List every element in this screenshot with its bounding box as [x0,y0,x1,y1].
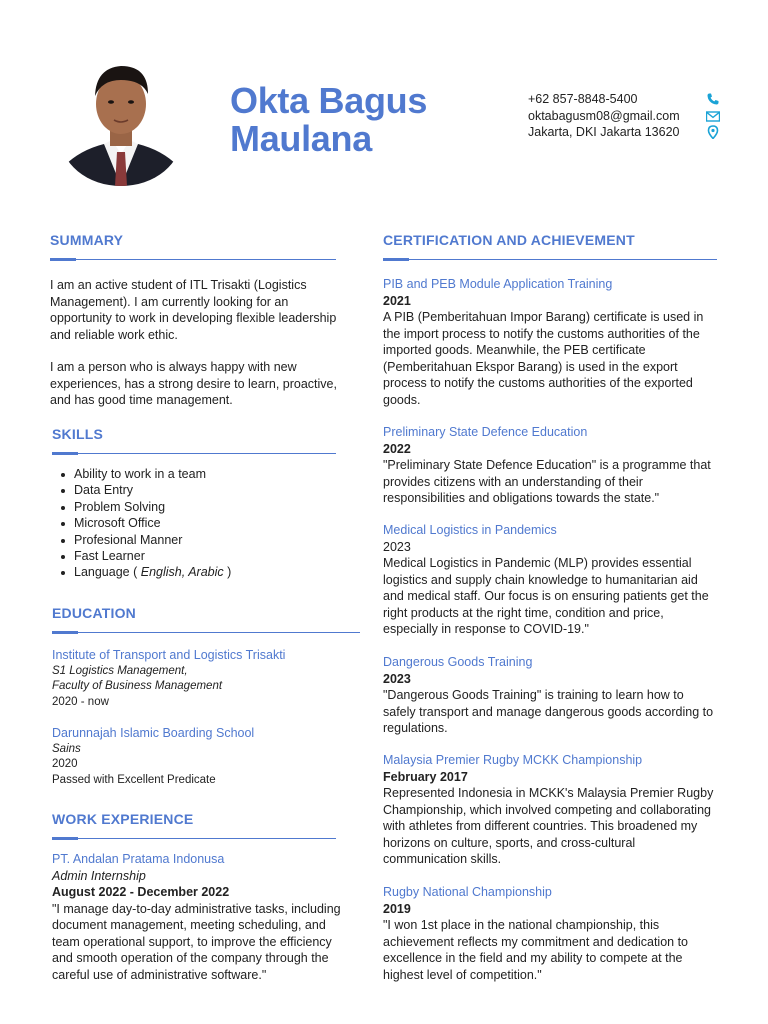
cert-description: "Preliminary State Defence Education" is a programme that provides citizens with an understanding of their responsibilities and obligations towards the state." [383,458,711,505]
summary-paragraph-1: I am an active student of ITL Trisakti (Logistics Management). I am currently looking for an opportunity to work in developing flexible leadership and reliable work ethic. [50,278,337,342]
education-item-1 [52,647,352,710]
address-text: Jakarta, DKI Jakarta 13620 [528,125,680,139]
section-accent [50,258,76,261]
cert-name: Malaysia Premier Rugby MCKK Championship [383,753,643,767]
cert-year: 2019 [383,901,411,916]
job-description: "I manage day-to-day administrative tasks, including document management, meeting scheduling, and team operational support, to improve the efficiency and smooth operation of the company through the careful use of administrative software." [52,901,341,982]
job-dates: August 2022 - December 2022 [52,885,230,899]
cert-name: Medical Logistics in Pandemics [383,523,557,537]
cert-name: Dangerous Goods Training [383,655,533,669]
cert-description: A PIB (Pemberitahuan Impor Barang) certificate is used in the import process to notify the customs authorities of the imported goods. Meanwhile, the PEB certificate (Pemberitahuan Ekspor Barang) is used in the export process to notify the customs authorities of the exported goods. [383,310,704,407]
list-item: Ability to work in a team [52,466,336,482]
section-accent [52,837,78,840]
work-heading: WORK EXPERIENCE [52,811,194,827]
education-heading: EDUCATION [52,605,136,621]
name-line-2: Maulana [230,118,372,159]
summary-heading: SUMMARY [50,232,124,248]
cert-name: PIB and PEB Module Application Training [383,277,613,291]
contact-block [528,91,728,141]
cert-item [383,424,719,507]
cert-year: February 2017 [383,769,468,784]
language-prefix: Language ( [74,565,141,580]
summary-section [50,232,336,261]
major-text: Sains [52,742,81,755]
summary-paragraph-2: I am a person who is always happy with new experiences, has a strong desire to learn, proactive, and has good time management. [50,360,337,407]
education-note: Passed with Excellent Predicate [52,773,216,786]
section-accent [52,631,78,634]
education-years: 2020 [52,758,78,770]
cert-year: 2023 [383,671,411,686]
section-divider [50,259,336,260]
contact-email [528,108,728,125]
cert-year: 2023 [383,539,411,554]
cert-item [383,752,719,868]
list-item: Data Entry [52,482,336,498]
contact-phone [528,91,728,108]
location-pin-icon [706,125,720,139]
section-divider [52,453,336,454]
certifications-heading: CERTIFICATION AND ACHIEVEMENT [383,232,635,248]
list-item: Problem Solving [52,499,336,515]
skills-heading: SKILLS [52,426,103,442]
section-accent [52,452,78,455]
faculty-text: Faculty of Business Management [52,680,223,692]
skills-section [52,426,336,455]
cert-item [383,522,719,638]
envelope-icon [706,109,720,123]
company-name: PT. Andalan Pratama Indonusa [52,852,225,866]
job-role: Admin Internship [52,868,146,883]
school-name: Institute of Transport and Logistics Trisakti [52,648,286,662]
cert-description: "I won 1st place in the national championship, this achievement reflects my commitment and dedication to excellence in the field and my ability to compete at the highest level of competition." [383,918,688,982]
cert-year: 2021 [383,293,411,308]
education-section [52,605,360,634]
list-item: Fast Learner [52,548,336,564]
section-accent [383,258,409,261]
profile-photo [60,54,182,186]
cert-description: Represented Indonesia in MCKK's Malaysia Premier Rugby Championship, which involved competing and collaborating with athletes from different countries. This broadened my horizons on culture, sports, and cross-cultural communication skills. [383,786,714,866]
cert-item [383,276,719,408]
section-divider [383,259,717,260]
school-name: Darunnajah Islamic Boarding School [52,726,255,740]
skills-list [52,466,336,581]
work-section [52,811,336,840]
list-item: Profesional Manner [52,532,336,548]
certifications-section [383,232,717,261]
section-divider [52,632,360,633]
cert-name: Preliminary State Defence Education [383,425,588,439]
phone-text[interactable]: +62 857-8848-5400 [528,92,638,106]
list-item-language [52,564,336,580]
contact-address [528,124,728,141]
list-item: Microsoft Office [52,515,336,531]
phone-icon [706,92,720,106]
cert-item [383,654,719,737]
candidate-name [230,82,490,158]
major-text: S1 Logistics Management, [52,664,188,677]
language-values: English, Arabic [140,565,224,580]
name-line-1: Okta Bagus [230,80,428,121]
cert-description: "Dangerous Goods Training" is training to learn how to safely transport and manage dangerous goods according to regulations. [383,688,714,735]
education-years: 2020 - now [52,695,109,708]
section-divider [52,838,336,839]
language-suffix: ) [223,565,232,580]
cert-item [383,884,719,983]
cert-year: 2022 [383,441,411,456]
cert-name: Rugby National Championship [383,885,552,899]
work-item [52,851,342,983]
cert-description: Medical Logistics in Pandemic (MLP) provides essential logistics and supply chain knowledge to humanitarian aid and medical staff. Our focus is on ensuring patients get the right products at the right time, condition and price, especially in response to COVID-19." [383,556,709,636]
email-text[interactable]: oktabagusm08@gmail.com [528,108,680,123]
education-item-2 [52,725,352,788]
